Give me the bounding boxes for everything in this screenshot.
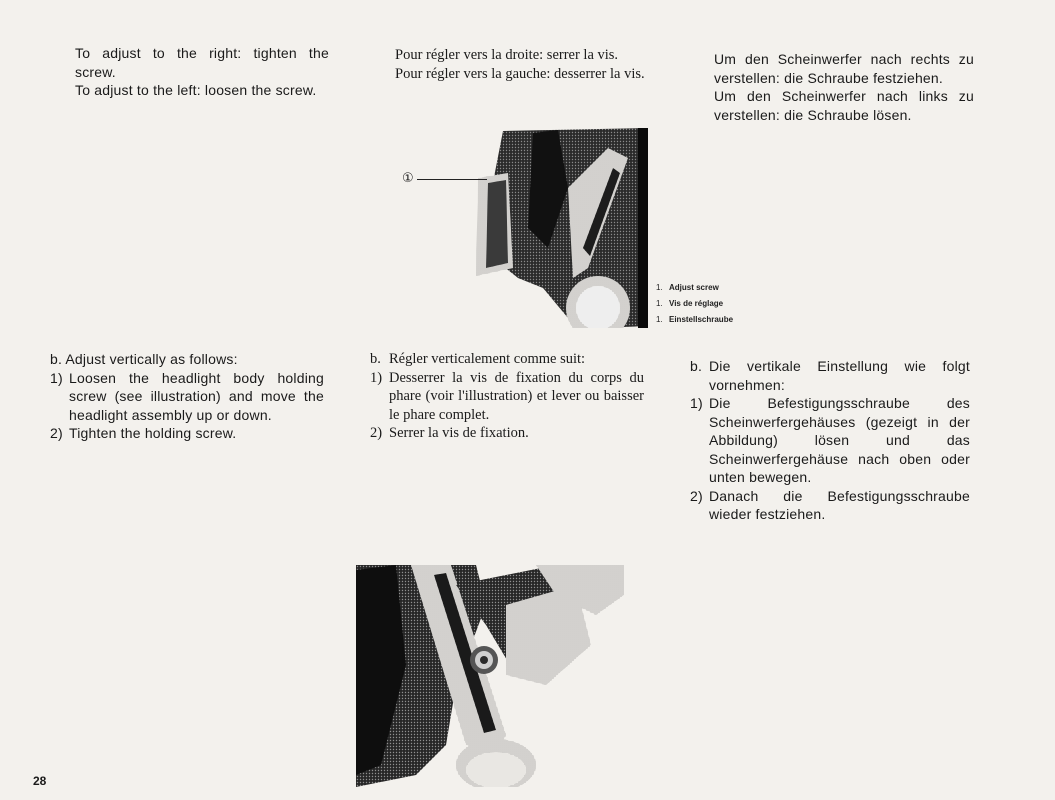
holding-screw-photo-graphic [356,565,624,787]
english-b-heading: b. Adjust vertically as follows: [50,351,238,367]
french-step-2-text: Serrer la vis de fixation. [389,425,529,441]
legend-item-french: 1. Vis de réglage [656,299,724,308]
english-step-1-num: 1) [50,369,63,386]
german-step-1 [690,394,970,487]
callout-leader-line [417,179,487,180]
french-left-adjust-text: Pour régler vers la gauche: desserrer la vis. [395,65,645,82]
french-top-instructions [395,46,655,83]
french-b-heading-row [370,350,644,369]
french-step-1-num: 1) [370,369,383,386]
french-step-1 [370,369,644,425]
english-vertical-section [50,350,324,443]
callout-marker [400,170,490,190]
french-step-2-num: 2) [370,425,383,441]
french-step-2 [370,424,644,443]
english-step-2-num: 2) [50,425,63,441]
german-top-instructions [714,50,974,124]
german-step-2-text: Danach die Befestigungsschraube wieder festziehen. [709,487,970,522]
english-right-adjust-text: To adjust to the right: tighten the screw. [75,45,329,80]
french-b-label: b. [370,351,381,367]
german-step-1-num: 1) [690,395,703,411]
holding-screw-photo [356,565,624,787]
english-step-2 [50,424,324,443]
german-b-label: b. [690,358,703,374]
page-number: 28 [33,774,47,788]
french-right-adjust-text: Pour régler vers la droite: serrer la vis. [395,47,619,63]
german-vertical-section [690,357,970,524]
figure-legend [656,280,776,328]
french-step-1-text: Desserrer la vis de fixation du corps du phare (voir l'illustration) et lever ou baisser le phare complet. [389,369,644,423]
adjust-screw-photo-graphic [448,128,648,328]
adjust-screw-photo [448,128,648,328]
english-step-1-text: Loosen the headlight body holding screw (see illustration) and move the headlight assembly up or down. [69,369,324,423]
english-step-1 [50,369,324,425]
legend-item-english: 1. Adjust screw [656,283,719,292]
german-step-2-num: 2) [690,487,703,504]
french-vertical-section [370,350,644,443]
legend-item-german: 1. Einstellschraube [656,315,734,324]
english-step-2-text: Tighten the holding screw. [69,425,237,441]
english-top-instructions [75,44,329,100]
german-step-1-text: Die Befestigungsschraube des Scheinwerfergehäuses (gezeigt in der Abbildung) lösen und das Scheinwerfergehäuse nach oben oder unten bewegen. [709,395,970,485]
german-right-adjust-text: Um den Scheinwerfer nach rechts zu verstellen: die Schraube festziehen. [714,51,974,86]
french-b-heading: Régler verticalement comme suit: [389,351,586,367]
german-left-adjust-text: Um den Scheinwerfer nach links zu verstellen: die Schraube lösen. [714,88,974,123]
german-b-heading-row [690,357,970,394]
callout-number-1: ① [402,171,414,186]
german-b-heading: Die vertikale Einstellung wie folgt vornehmen: [709,358,970,393]
english-left-adjust-text: To adjust to the left: loosen the screw. [75,82,317,98]
german-step-2 [690,487,970,524]
